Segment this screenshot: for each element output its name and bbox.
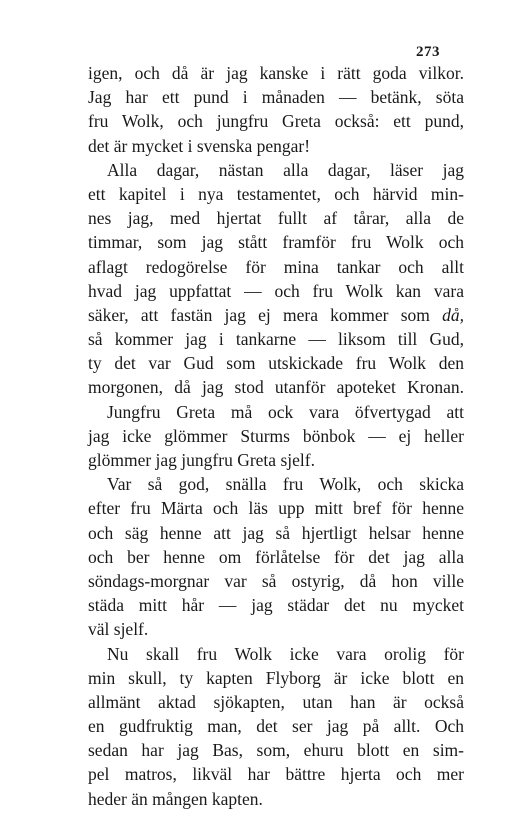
text-line: hvad jag uppfattat — och fru Wolk kan vara	[88, 280, 464, 301]
text-line: aflagt redogörelse för mina tankar och allt	[88, 256, 464, 277]
text-line: och ber henne om förlåtelse för det jag alla	[88, 546, 464, 567]
text-line: glömmer jag jungfru Greta sjelf.	[88, 450, 315, 470]
text-line: Var så god, snälla fru Wolk, och skicka	[107, 474, 464, 495]
page-number: 273	[416, 44, 440, 60]
emphasized-word: då,	[442, 304, 465, 325]
page-text	[88, 61, 464, 811]
text-line: så kommer jag i tankarne — liksom till Gud,	[88, 329, 464, 350]
text-line: allmänt aktad sjökapten, utan han är också	[88, 691, 464, 712]
text-line: Jag har ett pund i månaden — betänk, söta	[88, 87, 464, 108]
text-line	[88, 303, 464, 327]
text-line: söndags-morgnar var så ostyrig, då hon ville	[88, 570, 464, 591]
text-line: ty det var Gud som utskickade fru Wolk den	[88, 353, 464, 374]
text-line: min skull, ty kapten Flyborg är icke blott en	[88, 667, 464, 688]
text-line: pel matros, likväl har bättre hjerta och mer	[88, 764, 464, 785]
text-line: fru Wolk, och jungfru Greta också: ett pund,	[88, 111, 464, 132]
text-line: morgonen, då jag stod utanför apoteket Kronan.	[88, 377, 464, 398]
text-line: en gudfruktig man, det ser jag på allt. Och	[88, 716, 464, 737]
text-line: Jungfru Greta må ock vara öfvertygad att	[107, 401, 464, 422]
text-line: väl sjelf.	[88, 619, 149, 640]
text-line: det är mycket i svenska pengar!	[88, 135, 311, 156]
text-line: ett kapitel i nya testamentet, och härvid min-	[88, 183, 464, 204]
text-line: timmar, som jag stått framför fru Wolk och	[88, 232, 464, 253]
text-line-part: säker, att fastän jag ej mera kommer som	[88, 304, 430, 325]
text-line: jag icke glömmer Sturms bönbok — ej heller	[88, 425, 464, 446]
text-line: Nu skall fru Wolk icke vara orolig för	[107, 643, 464, 664]
text-line: nes jag, med hjertat fullt af tårar, alla de	[88, 208, 464, 229]
text-line: Alla dagar, nästan alla dagar, läser jag	[107, 159, 464, 180]
text-line: igen, och då är jag kanske i rätt goda vilkor.	[88, 63, 464, 83]
text-line: sedan har jag Bas, som, ehuru blott en sim-	[88, 740, 464, 761]
text-line: heder än mången kapten.	[88, 788, 263, 809]
text-line: och säg henne att jag så hjertligt helsar henne	[88, 522, 464, 543]
text-line: efter fru Märta och läs upp mitt bref för henne	[88, 498, 464, 519]
text-line: städa mitt hår — jag städar det nu mycket	[88, 595, 464, 616]
